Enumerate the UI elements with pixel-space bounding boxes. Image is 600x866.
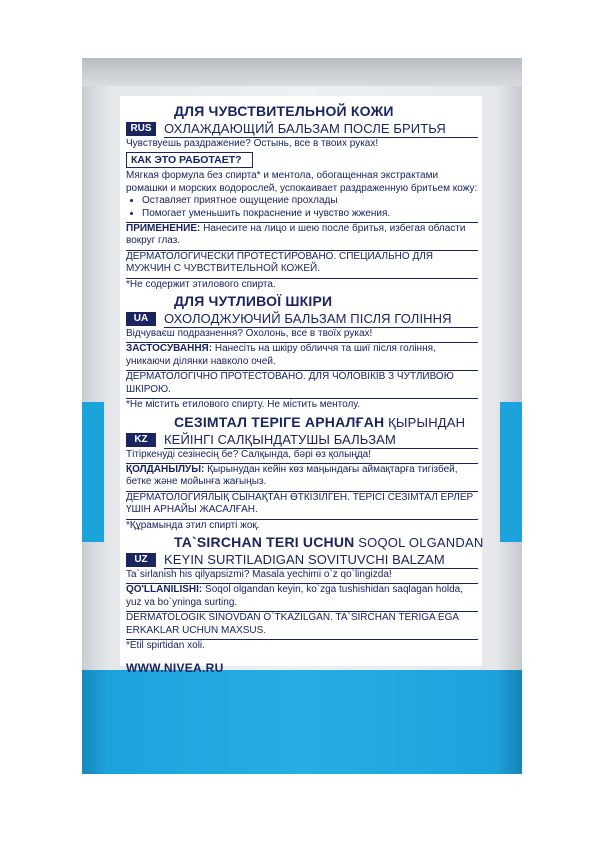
kz-language-tag: KZ <box>126 433 156 447</box>
rus-title: ДЛЯ ЧУВСТВИТЕЛЬНОЙ КОЖИ <box>174 103 394 119</box>
uz-title-rest: SOQOL OLGANDAN <box>354 534 484 550</box>
blue-side-stripe-right <box>500 402 522 542</box>
kz-title-rest: ҚЫРЫНДАН <box>384 414 466 430</box>
section-uz <box>126 533 484 652</box>
rus-note: *Не содержит этилового спирта. <box>126 278 276 290</box>
rus-intro: Чувствуешь раздражение? Остынь, все в твоих руках! <box>126 138 379 149</box>
ua-note: *Не містить етилового спирту. Не містить ментолу. <box>126 399 361 411</box>
list-item: • Оставляет приятное ощущение прохлады <box>142 195 478 207</box>
rus-how-it-works-label: КАК ЭТО РАБОТАЕТ? <box>126 152 253 168</box>
uz-note: *Etil spirtidan xoli. <box>126 639 205 651</box>
ua-title: ДЛЯ ЧУТЛИВОЇ ШКІРИ <box>174 293 333 310</box>
blue-bottom-band <box>82 670 522 774</box>
list-item: • Помогает уменьшить покраснение и чувство жжения. <box>142 208 478 220</box>
ua-usage-text: Нанесіть на шкіру обличчя та шиї після гоління, уникаючи ділянки навколо очей. <box>126 343 436 367</box>
kz-usage-label: ҚОЛДАНЫЛУЫ: <box>126 463 205 475</box>
kz-usage-text: Қырынудан кейін көз маңындағы аймақтарға тигізбей, бетке және мойынға жағыңыз. <box>126 463 458 488</box>
uz-usage-label: QO'LLANILISHI: <box>126 584 203 596</box>
section-kz <box>126 414 478 532</box>
kz-title <box>126 414 478 431</box>
rus-tested: ДЕРМАТОЛОГИЧЕСКИ ПРОТЕСТИРОВАНО. СПЕЦИАЛЬНО ДЛЯ МУЖЧИН С ЧУВСТВИТЕЛЬНОЙ КОЖЕЙ. <box>126 250 434 275</box>
package-top-flap <box>82 58 522 86</box>
kz-tested: ДЕРМАТОЛОГИЯЛЫҚ СЫНАҚТАН ӨТКІЗІЛГЕН. ТЕРІСІ СЕЗІМТАЛ ЕРЛЕР ҮШІН АРНАЙЫ ЖАСАЛҒАН. <box>126 491 474 516</box>
rus-product-name: ОХЛАЖДАЮЩИЙ БАЛЬЗАМ ПОСЛЕ БРИТЬЯ <box>164 121 478 138</box>
uz-intro: Ta`sirlanish his qilyapsizmi? Masala yechimi o`z qo`lingizda! <box>126 568 392 580</box>
ua-tested: ДЕРМАТОЛОГІЧНО ПРОТЕСТОВАНО. ДЛЯ ЧОЛОВІКІВ З ЧУТЛИВОЮ ШКІРОЮ. <box>126 371 454 395</box>
uz-usage <box>126 584 478 609</box>
uz-language-tag: UZ <box>126 553 156 567</box>
section-rus <box>126 103 478 291</box>
blue-side-stripe-left <box>82 402 104 542</box>
section-ua <box>126 293 478 411</box>
label-content <box>126 103 484 676</box>
kz-usage <box>126 464 478 489</box>
ua-product-name: ОХОЛОДЖУЮЧИЙ БАЛЬЗАМ ПІСЛЯ ГОЛІННЯ <box>164 311 478 328</box>
rus-language-tag: RUS <box>126 122 156 136</box>
ua-language-tag: UA <box>126 312 156 326</box>
uz-title-bold: TA`SIRCHAN TERI UCHUN <box>174 533 355 550</box>
uz-product-name: KEYIN SURTILADIGAN SOVITUVCHI BALZAM <box>164 552 478 569</box>
uz-usage-text: Soqol olgandan keyin, ko`zga tushishidan saqlagan holda, yuz va bo`yninga surting. <box>126 584 464 608</box>
kz-title-bold: СЕЗІМТАЛ ТЕРІГЕ АРНАЛҒАН <box>174 413 385 430</box>
kz-note: *Құрамында этил спирті жоқ. <box>126 519 260 531</box>
uz-title <box>126 533 484 551</box>
rus-benefits-list <box>126 195 478 220</box>
kz-product-name: КЕЙІНГІ САЛҚЫНДАТУШЫ БАЛЬЗАМ <box>164 432 478 449</box>
uz-tested: DERMATOLOGIK SINOVDAN O`TKAZILGAN. TA`SIRCHAN TERIGA EGA ERKAKLAR UCHUN MAXSUS. <box>126 612 459 636</box>
kz-intro: Тітіркенуді сезінесің бе? Салқында, бәрі өз қолыңда! <box>126 448 372 460</box>
rus-usage-label: ПРИМЕНЕНИЕ: <box>126 223 201 235</box>
rus-usage <box>126 223 478 248</box>
website-url: WWW.NIVEA.RU <box>126 661 224 676</box>
rus-how-text: Мягкая формула без спирта* и ментола, обогащенная экстрактами ромашки и морских водорослей, успокаивает раздраженную бритьем кожу: <box>126 170 478 194</box>
ua-usage-label: ЗАСТОСУВАННЯ: <box>126 343 213 355</box>
rus-usage-text: Нанесите на лицо и шею после бритья, избегая области вокруг глаз. <box>126 223 466 247</box>
ua-usage <box>126 343 478 368</box>
ua-intro: Відчуваєш подразнення? Охолонь, все в твоїх руках! <box>126 328 373 340</box>
